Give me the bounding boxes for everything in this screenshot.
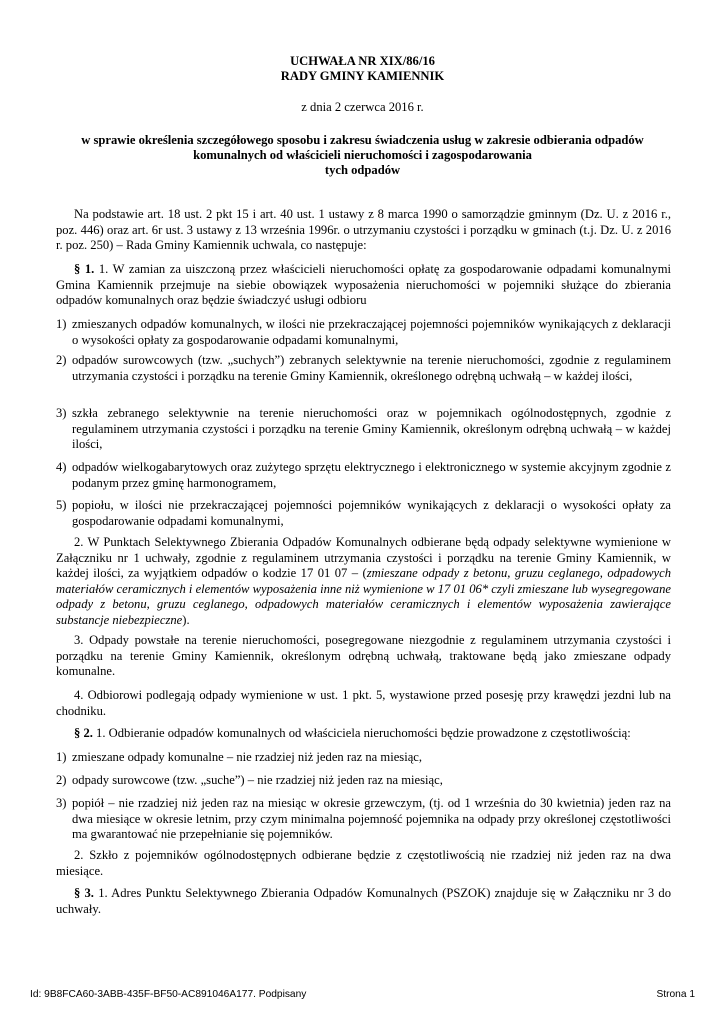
list-item: 3) szkła zebranego selektywnie na terenie nieruchomości oraz w pojemnikach ogólnodostępnych, zgodnie z regulaminem utrzymania czystości i porządku na terenie Gminy Kamiennik, określonym odrębną uchwałą – w każdej ilości, xyxy=(56,406,671,452)
council-name: RADY GMINY KAMIENNIK xyxy=(280,69,445,83)
section-1-intro-text: 1. W zamian za uiszczoną przez właścicieli nieruchomości opłatę za gospodarowanie odpadami komunalnymi Gmina Kamiennik przejmuje na siebie obowiązek wyposażenia nieruchomości w pojemniki służące do zbierania odpadów komunalnych oraz będzie świadczyć usługi odbioru xyxy=(56,262,671,308)
list-item: 2) odpadów surowcowych (tzw. „suchych”) zebranych selektywnie na terenie nieruchomości, zgodnie z regulaminem utrzymania czystości i porządku na terenie Gminy Kamiennik, określonego odrębną uchwałą – w każdej ilości, xyxy=(56,353,671,383)
section-2-intro: § 2. 1. Odbieranie odpadów komunalnych od właściciela nieruchomości będzie prowadzone z częstotliwością: xyxy=(74,726,631,740)
section-3-label: § 3. xyxy=(74,886,94,900)
resolution-title: UCHWAŁA NR XIX/86/16 xyxy=(290,54,435,68)
subject-line-2: komunalnych od właścicieli nieruchomości i zagospodarowania xyxy=(193,148,532,162)
preamble: Na podstawie art. 18 ust. 2 pkt 15 i art. 40 ust. 1 ustawy z 8 marca 1990 o samorządzie gminnym (Dz. U. z 2016 r., poz. 446) oraz art. 6r ust. 3 ustawy z 13 września 1996r. o utrzymaniu czystości i porządku w gminach (t.j. Dz. U. z 2016 r. poz. 250) – Rada Gminy Kamiennik uchwala, co następuje: xyxy=(56,207,671,253)
list-item: 1) zmieszanych odpadów komunalnych, w ilości nie przekraczającej pojemności pojemników wynikających z deklaracji o wysokości opłaty za gospodarowanie odpadami komunalnymi, xyxy=(56,317,671,347)
subject-line-3: tych odpadów xyxy=(324,163,401,177)
subject-line-1: w sprawie określenia szczegółowego sposobu i zakresu świadczenia usług w zakresie odbierania odpadów xyxy=(81,133,644,147)
list-item: 5) popiołu, w ilości nie przekraczającej pojemności pojemników wynikających z deklaracji o wysokości opłaty za gospodarowanie odpadami komunalnymi, xyxy=(56,498,671,528)
resolution-date: z dnia 2 czerwca 2016 r. xyxy=(301,100,424,114)
document-id: Id: 9B8FCA60-3ABB-435F-BF50-AC891046A177. Podpisany xyxy=(30,989,307,1000)
section-1-paragraph-2: 2. W Punktach Selektywnego Zbierania Odpadów Komunalnych odbierane będą odpady selektywne wymienione w Załączniku nr 1 uchwały, zgodnie z regulaminem utrzymania czystości i porządku na terenie Gminy Kamiennik, w każdej ilości, za wyjątkiem odpadów o kodzie 17 01 07 – (zmieszane odpady z betonu, gruzu ceglanego, odpadowych materiałów ceramicznych i elementów wyposażenia inne niż wymienione w 17 01 06* czyli zmieszane lub wysegregowane odpady z betonu, gruzu ceglanego, odpadowych materiałów ceramicznych i elementów wyposażenia zawierające substancje niebezpieczne). xyxy=(56,535,671,627)
section-1-intro xyxy=(56,262,671,309)
list-item: 2) odpady surowcowe (tzw. „suche”) – nie rzadziej niż jeden raz na miesiąc, xyxy=(56,773,443,787)
section-2-paragraph-2: 2. Szkło z pojemników ogólnodostępnych odbierane będzie z częstotliwością nie rzadziej niż jeden raz na dwa miesiące. xyxy=(56,848,671,878)
page-number: Strona 1 xyxy=(656,989,695,1000)
section-2-label: § 2. xyxy=(74,726,93,740)
section-1-label: § 1. xyxy=(74,262,95,276)
section-1-paragraph-4: 4. Odbiorowi podlegają odpady wymienione w ust. 1 pkt. 5, wystawione przed posesję przy krawędzi jezdni lub na chodniku. xyxy=(56,688,671,718)
list-item: 4) odpadów wielkogabarytowych oraz zużytego sprzętu elektrycznego i elektronicznego w systemie akcyjnym zgodnie z podanym przez gminę harmonogramem, xyxy=(56,460,671,490)
list-item: 3) popiół – nie rzadziej niż jeden raz na miesiąc w okresie grzewczym, (tj. od 1 września do 30 kwietnia) jeden raz na dwa miesiące w okresie letnim, przy czym minimalna pojemność pojemnika na odpady przy określonej częstotliwości ma gwarantować nie przepełnianie się pojemników. xyxy=(56,796,671,842)
section-1-paragraph-3: 3. Odpady powstałe na terenie nieruchomości, posegregowane niezgodnie z regulaminem utrzymania czystości i porządku na terenie Gminy Kamiennik, określonym odrębną uchwałą, traktowane będą jako zmieszane odpady komunalne. xyxy=(56,633,671,679)
excluded-waste-description: zmieszane odpady z betonu, gruzu ceglanego, odpadowych materiałów ceramicznych i elementów wyposażenia inne niż wymienione w 17 01 06* czyli zmieszane lub wysegregowane odpady z betonu, gruzu ceglanego, odpadowych materiałów ceramicznych i elementów wyposażenia zawierające substancje niebezpieczne xyxy=(56,566,671,627)
section-3: § 3. 1. Adres Punktu Selektywnego Zbierania Odpadów Komunalnych (PSZOK) znajduje się w Załączniku nr 3 do uchwały. xyxy=(56,886,671,916)
list-item: 1) zmieszane odpady komunalne – nie rzadziej niż jeden raz na miesiąc, xyxy=(56,750,423,764)
